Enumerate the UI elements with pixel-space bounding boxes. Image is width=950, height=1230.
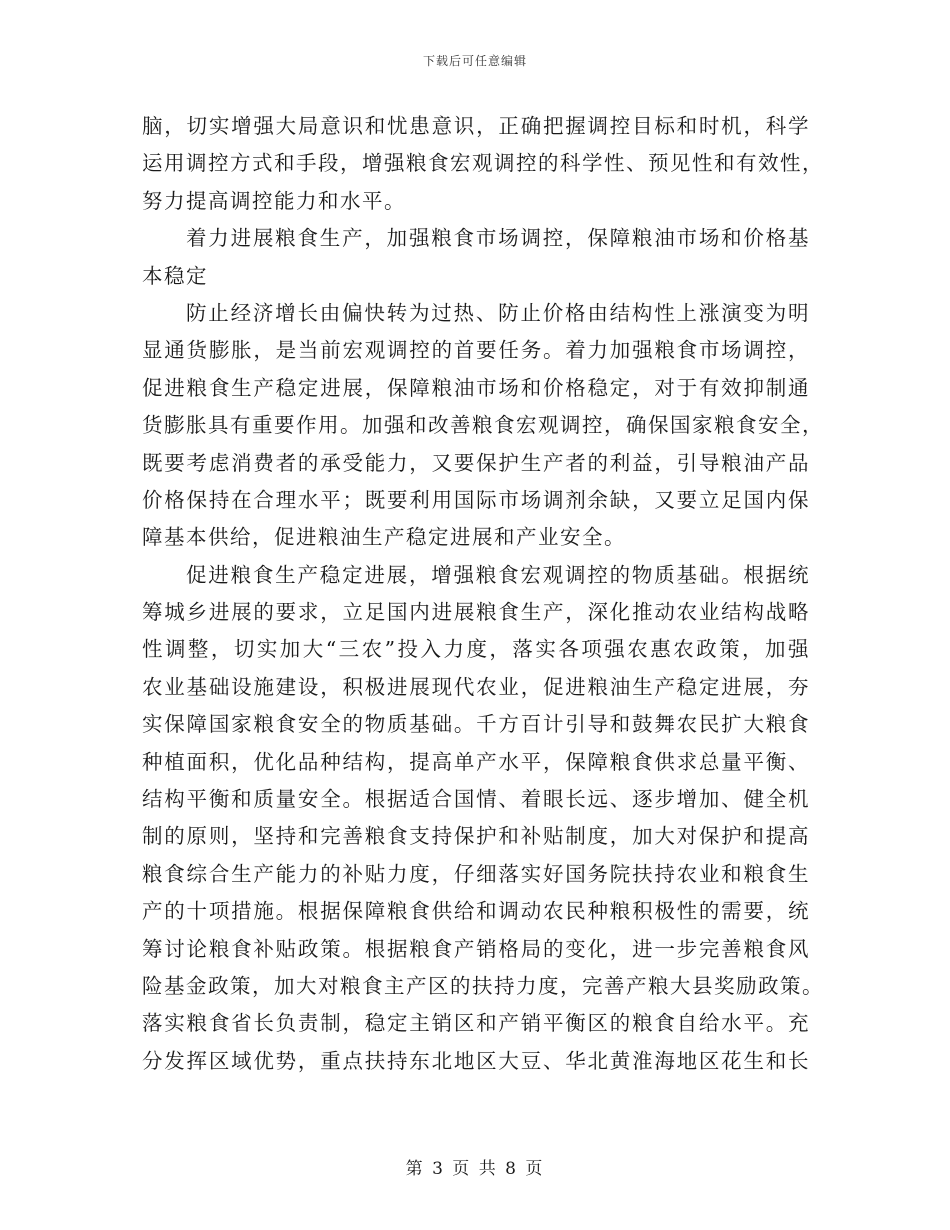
text-line: 险基金政策，加大对粮食主产区的扶持力度，完善产粮大县奖励政策。 (142, 973, 824, 998)
text-line: 着力进展粮食生产，加强粮食市场调控，保障粮油市场和价格基 (186, 226, 810, 251)
page-number: 第 3 页 共 8 页 (405, 1159, 545, 1179)
text-line: 农业基础设施建设，积极进展现代农业，促进粮油生产稳定进展，夯 (142, 674, 810, 699)
text-line: 本稳定 (142, 263, 208, 288)
text-line: 既要考虑消费者的承受能力，又要保护生产者的利益，引导粮油产品 (142, 450, 810, 475)
text-line: 运用调控方式和手段，增强粮食宏观调控的科学性、预见性和有效性， (142, 151, 824, 176)
text-line: 结构平衡和质量安全。根据适合国情、着眼长远、逐步增加、健全机 (142, 787, 810, 812)
page-header: 下载后可任意编辑 (422, 54, 527, 68)
text-line: 筹讨论粮食补贴政策。根据粮食产销格局的变化，进一步完善粮食风 (142, 936, 810, 961)
document-body (142, 108, 824, 1080)
text-line: 促进粮食生产稳定进展，增强粮食宏观调控的物质基础。根据统 (186, 562, 810, 587)
text-line: 努力提高调控能力和水平。 (142, 188, 406, 213)
text-line: 制的原则，坚持和完善粮食支持保护和补贴制度，加大对保护和提高 (142, 824, 810, 849)
text-line: 筹城乡进展的要求，立足国内进展粮食生产，深化推动农业结构战略 (142, 600, 810, 625)
text-line: 货膨胀具有重要作用。加强和改善粮食宏观调控，确保国家粮食安全， (142, 413, 824, 438)
text-line: 价格保持在合理水平；既要利用国际市场调剂余缺，又要立足国内保 (142, 487, 810, 512)
text-line: 落实粮食省长负责制，稳定主销区和产销平衡区的粮食自给水平。充 (142, 1011, 810, 1036)
text-line: 分发挥区域优势，重点扶持东北地区大豆、华北黄淮海地区花生和长 (142, 1048, 810, 1073)
text-line: 产的十项措施。根据保障粮食供给和调动农民种粮积极性的需要，统 (142, 899, 810, 924)
text-line: 障基本供给，促进粮油生产稳定进展和产业安全。 (142, 525, 626, 550)
text-line: 脑，切实增强大局意识和忧患意识，正确把握调控目标和时机，科学 (142, 114, 810, 138)
text-line: 防止经济增长由偏快转为过热、防止价格由结构性上涨演变为明 (186, 300, 810, 325)
text-line: 促进粮食生产稳定进展，保障粮油市场和价格稳定，对于有效抑制通 (142, 375, 810, 400)
text-line: 粮食综合生产能力的补贴力度，仔细落实好国务院扶持农业和粮食生 (142, 861, 810, 886)
text-line: 性调整，切实加大“三农”投入力度，落实各项强农惠农政策，加强 (142, 637, 810, 662)
text-line: 种植面积，优化品种结构，提高单产水平，保障粮食供求总量平衡、 (142, 749, 810, 774)
text-line: 实保障国家粮食安全的物质基础。千方百计引导和鼓舞农民扩大粮食 (142, 712, 810, 737)
text-line: 显通货膨胀，是当前宏观调控的首要任务。着力加强粮食市场调控， (142, 338, 810, 363)
